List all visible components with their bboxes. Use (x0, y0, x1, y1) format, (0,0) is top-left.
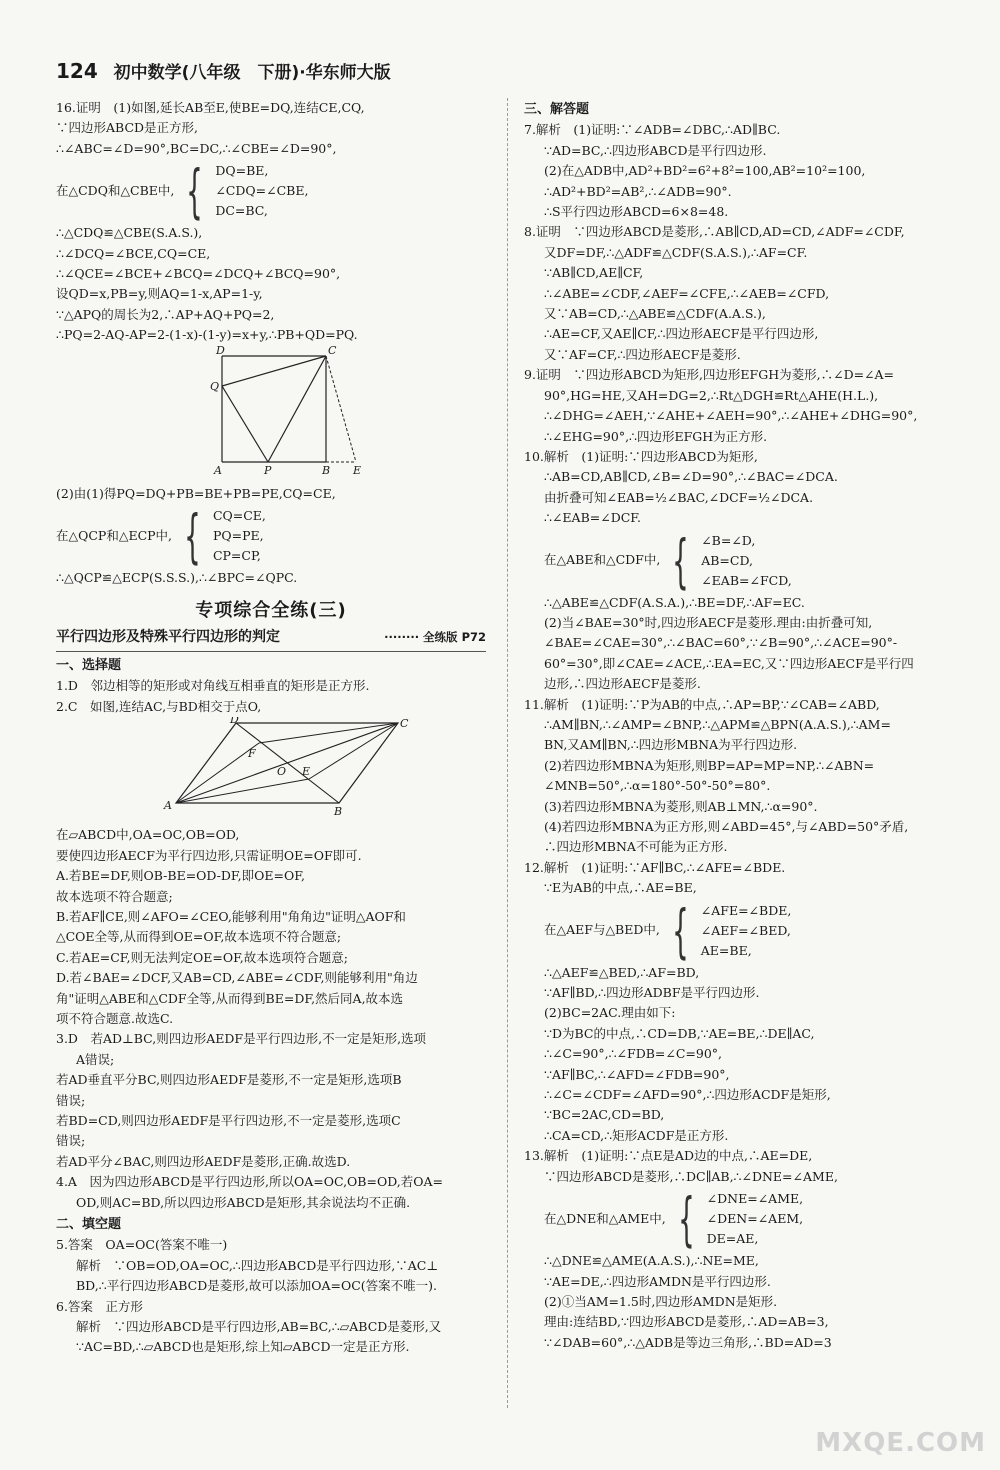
fig1-label-q: Q (210, 379, 220, 393)
q13-line: ∵AE=DE,∴四边形AMDN是平行四边形. (544, 1273, 771, 1289)
section-title: 专项综合全练(三) (195, 599, 347, 621)
q13-line: ∴△DNE≌△AME(A.A.S.),∴NE=ME, (544, 1253, 759, 1269)
brace-icon: { (186, 157, 204, 226)
q11-line: ∠MNB=50°,∴α=180°-50°-50°=80°. (544, 778, 771, 794)
q8-line: 又∵AF=CF,∴四边形AECF是菱形. (544, 346, 741, 362)
q8-line: ∵AB∥CD,AE∥CF, (544, 265, 644, 281)
q7-line: ∴AD²+BD²=AB²,∴∠ADB=90°. (544, 183, 732, 199)
q16-line: ∴∠QCE=∠BCE+∠BCQ=∠DCQ+∠BCQ=90°, (56, 266, 341, 282)
sys-item: CQ=CE, (212, 508, 266, 524)
q11-line: BN,又AM∥BN,∴四边形MBNA为平行四边形. (544, 737, 798, 753)
sys-label: 在△DNE和△AME中, (544, 1210, 666, 1226)
q9-line: ∴∠EHG=90°,∴四边形EFGH为正方形. (544, 428, 768, 444)
sys-label: 在△CDQ和△CBE中, (56, 183, 175, 199)
q7-line: (2)在△ADB中,AD²+BD²=6²+8²=100,AB²=10²=100, (544, 163, 866, 179)
equation-system (56, 157, 486, 226)
fig1-label-d: D (216, 345, 225, 357)
q12-line: ∵AF∥BD,∴四边形ADBF是平行四边形. (544, 985, 760, 1001)
q9-line: 90°,HG=HE,又AH=DG=2,∴Rt△DGH≌Rt△AHE(H.L.), (544, 387, 879, 403)
fig2-label-f: F (248, 746, 256, 760)
q10-line: ∴∠EAB=∠DCF. (544, 510, 641, 526)
q12-line: ∴∠C=∠CDF=∠AFD=90°,∴四边形ACDF是矩形, (544, 1087, 831, 1103)
q2-line: △COE全等,从而得到OE=OF,故本选项不符合题意; (56, 929, 342, 945)
q5-line: 5.答案 OA=OC(答案不唯一) (56, 1237, 228, 1253)
q2-line: 项不符合题意.故选C. (56, 1010, 174, 1026)
q3-line: 错误; (56, 1092, 86, 1108)
brace-icon: { (184, 502, 201, 571)
q6-line: 6.答案 正方形 (56, 1298, 143, 1314)
q12-line: ∵BC=2AC,CD=BD, (544, 1107, 665, 1123)
brace-icon: { (672, 896, 689, 965)
q13-line: ∵∠DAB=60°,∴△ADB是等边三角形,∴BD=AD=3 (544, 1334, 832, 1350)
q2-line: A.若BE=DF,则OB-BE=OD-DF,即OE=OF, (56, 868, 305, 884)
q4-line: 4.A 因为四边形ABCD是平行四边形,所以OA=OC,OB=OD,若OA= (56, 1174, 444, 1190)
q13-line: 13.解析 (1)证明:∵点E是AD边的中点,∴AE=DE, (524, 1148, 813, 1164)
q11-line: ∴AM∥BN,∴∠AMP=∠BNP,∴△APM≌△BPN(A.A.S.),∴AM= (544, 716, 891, 732)
q16-line: ∵四边形ABCD是正方形, (56, 120, 199, 136)
q16-line: ∴△QCP≌△ECP(S.S.S.),∴∠BPC=∠QPC. (56, 570, 298, 586)
q10-line: 边形,∴四边形AECF是菱形. (544, 676, 701, 692)
q2-line: 2.C 如图,连结AC,与BD相交于点O, (56, 698, 262, 714)
q7-line: ∴S平行四边形ABCD=6×8=48. (544, 204, 729, 220)
q11-line: (4)若四边形MBNA为正方形,则∠ABD=45°,与∠ABD=50°矛盾, (544, 819, 909, 834)
figure-parallelogram (56, 717, 486, 819)
right-column (524, 98, 970, 1353)
q16-line: ∵△APQ的周长为2,∴AP+AQ+PQ=2, (56, 306, 275, 322)
q12-line: ∵E为AB的中点,∴AE=BE, (544, 880, 697, 896)
q16-line: ∴PQ=2-AQ-AP=2-(1-x)-(1-y)=x+y,∴PB+QD=PQ. (56, 327, 358, 343)
q10-line: 60°=30°,即∠CAE=∠ACE,∴EA=EC,又∵四边形AECF是平行四 (544, 655, 914, 671)
q16-line: (2)由(1)得PQ=DQ+PB=BE+PB=PE,CQ=CE, (56, 486, 336, 502)
q11-line: (3)若四边形MBNA为菱形,则AB⊥MN,∴α=90°. (544, 798, 818, 814)
q9-line: 9.证明 ∵四边形ABCD为矩形,四边形EFGH为菱形,∴∠D=∠A= (524, 367, 895, 383)
q8-line: 8.证明 ∵四边形ABCD是菱形,∴AB∥CD,AD=CD,∠ADF=∠CDF, (524, 224, 905, 240)
q4-line: OD,则AC=BD,所以四边形ABCD是矩形,其余说法均不正确. (76, 1194, 411, 1210)
book-title: 初中数学(八年级 下册)·华东师大版 (113, 63, 391, 83)
q10-line: ∴△ABE≌△CDF(A.S.A.),∴BE=DF,∴AF=EC. (544, 594, 805, 610)
brace-icon: { (677, 1185, 695, 1254)
q6-line: ∵AC=BD,∴▱ABCD也是矩形,综上知▱ABCD一定是正方形. (76, 1339, 410, 1355)
fig1-label-c: C (328, 345, 337, 357)
q1-line: 1.D 邻边相等的矩形或对角线互相垂直的矩形是正方形. (56, 678, 370, 694)
q16-line: 16.证明 (1)如图,延长AB至E,使BE=DQ,连结CE,CQ, (56, 100, 365, 115)
part-title: 三、解答题 (524, 102, 590, 117)
fig2-label-c: C (400, 716, 409, 730)
q11-line: (2)若四边形MBNA为矩形,则BP=AP=MP=NP,∴∠ABN= (544, 757, 875, 773)
fig1-label-b: B (322, 463, 331, 477)
sys-item: PQ=PE, (212, 528, 264, 544)
sys-item: DC=BC, (215, 203, 268, 219)
q10-line: 10.解析 (1)证明:∵四边形ABCD为矩形, (524, 448, 758, 464)
page-number: 124 (56, 59, 98, 83)
part-title: 一、选择题 (56, 657, 122, 673)
q3-line: 若AD平分∠BAC,则四边形AEDF是菱形,正确.故选D. (56, 1153, 351, 1169)
part-title: 二、填空题 (56, 1217, 122, 1233)
q10-line: ∠BAE=∠CAE=30°,∴∠BAC=60°,∵∠B=90°,∴∠ACE=90°- (544, 635, 898, 651)
q13-line: (2)①当AM=1.5时,四边形AMDN是矩形. (544, 1293, 778, 1309)
q12-line: ∵D为BC的中点,∴CD=DB,∵AE=BE,∴DE∥AC, (544, 1025, 815, 1041)
q10-line: (2)当∠BAE=30°时,四边形AECF是菱形.理由:由折叠可知, (544, 614, 873, 630)
section-ref: ········ 全练版 P72 (384, 630, 486, 645)
q6-line: 解析 ∵四边形ABCD是平行四边形,AB=BC,∴▱ABCD是菱形,又 (76, 1319, 442, 1335)
sys-item: DE=AE, (706, 1231, 759, 1247)
q2-line: C.若AE=CF,则无法判定OE=OF,故本选项符合题意; (56, 949, 348, 965)
sys-item: ∠CDQ=∠CBE, (215, 183, 309, 199)
q5-line: 解析 ∵OB=OD,OA=OC,∴四边形ABCD是平行四边形,∵AC⊥ (76, 1257, 439, 1273)
q12-line: ∴△AEF≌△BED,∴AF=BD, (544, 964, 700, 980)
sys-item: CP=CP, (212, 548, 261, 564)
q2-line: B.若AF∥CE,则∠AFO=∠CEO,能够利用"角角边"证明△AOF和 (56, 908, 406, 924)
q8-line: ∴∠ABE=∠CDF,∠AEF=∠CFE,∴∠AEB=∠CFD, (544, 285, 830, 301)
section-subtitle: 平行四边形及特殊平行四边形的判定 (56, 629, 280, 646)
fig2-label-a: A (164, 798, 172, 812)
brace-icon: { (672, 526, 690, 595)
q12-line: ∵AF∥BC,∴∠AFD=∠FDB=90°, (544, 1066, 730, 1082)
fig2-label-b: B (334, 804, 343, 818)
q16-line: ∴△CDQ≌△CBE(S.A.S.), (56, 225, 203, 241)
sys-item: ∠DNE=∠AME, (706, 1191, 804, 1207)
sys-item: ∠AEF=∠BED, (700, 922, 791, 938)
q12-line: (2)BC=2AC.理由如下: (544, 1005, 676, 1021)
q16-line: 设QD=x,PB=y,则AQ=1-x,AP=1-y, (56, 286, 263, 302)
q2-line: D.若∠BAE=∠DCF,又AB=CD,∠ABE=∠CDF,则能够利用"角边 (56, 970, 418, 986)
q12-line: ∴CA=CD,∴矩形ACDF是正方形. (544, 1127, 729, 1143)
q8-line: ∴AE=CF,又AE∥CF,∴四边形AECF是平行四边形, (544, 326, 819, 342)
q13-line: ∵四边形ABCD是菱形,∴DC∥AB,∴∠DNE=∠AME, (544, 1168, 838, 1184)
q12-line: 12.解析 (1)证明:∵AF∥BC,∴∠AFE=∠BDE. (524, 859, 786, 875)
q13-line: 理由:连结BD,∵四边形ABCD是菱形,∴AD=AB=3, (544, 1314, 829, 1330)
fig2-label-d: D (230, 716, 239, 726)
q3-line: 错误; (56, 1133, 86, 1149)
fig2-label-o: O (277, 764, 287, 778)
q11-line: 11.解析 (1)证明:∵P为AB的中点,∴AP=BP,∵∠CAB=∠ABD, (524, 696, 880, 712)
fig1-label-a: A (214, 463, 222, 477)
sys-item: ∠B=∠D, (701, 532, 756, 548)
q10-line: ∴AB=CD,AB∥CD,∠B=∠D=90°,∴∠BAC=∠DCA. (544, 469, 838, 485)
equation-system (56, 502, 486, 571)
page-header (56, 58, 391, 83)
q7-line: ∵AD=BC,∴四边形ABCD是平行四边形. (544, 142, 767, 158)
q2-line: 在▱ABCD中,OA=OC,OB=OD, (56, 827, 240, 843)
q8-line: 又DF=DF,∴△ADF≌△CDF(S.A.S.),∴AF=CF. (544, 244, 808, 260)
equation-system (524, 896, 970, 965)
sys-item: AB=CD, (701, 552, 754, 568)
equation-system (524, 526, 970, 595)
section-subtitle-bar (56, 627, 486, 651)
sys-label: 在△AEF与△BED中, (544, 922, 660, 938)
q11-line: ∴四边形MBNA不可能为正方形. (544, 839, 728, 855)
sys-label: 在△ABE和△CDF中, (544, 552, 661, 568)
q8-line: 又∵AB=CD,∴△ABE≌△CDF(A.A.S.), (544, 306, 766, 322)
q10-line: 由折叠可知∠EAB=½∠BAC,∠DCF=½∠DCA. (544, 489, 814, 505)
sys-item: AE=BE, (700, 942, 752, 958)
q9-line: ∴∠DHG=∠AEH,∵∠AHE+∠AEH=90°,∴∠AHE+∠DHG=90°, (544, 408, 918, 424)
fig1-label-e: E (353, 463, 362, 477)
figure-square (56, 346, 486, 478)
column-divider (507, 98, 508, 1408)
q12-line: ∴∠C=90°,∴∠FDB=∠C=90°, (544, 1046, 723, 1062)
q2-line: 故本选项不符合题意; (56, 888, 173, 904)
fig2-label-e: E (302, 764, 311, 778)
sys-item: ∠EAB=∠FCD, (701, 572, 792, 588)
q2-line: 要使四边形AECF为平行四边形,只需证明OE=OF即可. (56, 847, 362, 863)
sys-label: 在△QCP和△ECP中, (56, 528, 173, 544)
q3-line: 若BD=CD,则四边形AEDF是平行四边形,不一定是菱形,选项C (56, 1113, 401, 1128)
q3-line: 3.D 若AD⊥BC,则四边形AEDF是平行四边形,不一定是矩形,选项 (56, 1031, 427, 1047)
q16-line: ∴∠DCQ=∠BCE,CQ=CE, (56, 245, 211, 261)
equation-system (524, 1185, 970, 1254)
q3-line: 若AD垂直平分BC,则四边形AEDF是菱形,不一定是矩形,选项B (56, 1072, 402, 1088)
sys-item: ∠DEN=∠AEM, (706, 1211, 804, 1227)
q7-line: 7.解析 (1)证明:∵∠ADB=∠DBC,∴AD∥BC. (524, 122, 781, 138)
sys-item: ∠AFE=∠BDE, (700, 902, 792, 918)
fig1-label-p: P (264, 463, 272, 477)
q16-line: ∴∠ABC=∠D=90°,BC=DC,∴∠CBE=∠D=90°, (56, 140, 337, 156)
watermark: MXQE.COM (815, 1428, 986, 1458)
q2-line: 角"证明△ABE和△CDF全等,从而得到BE=DF,然后同A,故本选 (56, 990, 404, 1006)
sys-item: DQ=BE, (215, 163, 269, 179)
q3-line: A错误; (76, 1051, 115, 1067)
left-column (56, 98, 486, 1358)
q5-line: BD,∴平行四边形ABCD是菱形,故可以添加OA=OC(答案不唯一). (76, 1278, 437, 1294)
